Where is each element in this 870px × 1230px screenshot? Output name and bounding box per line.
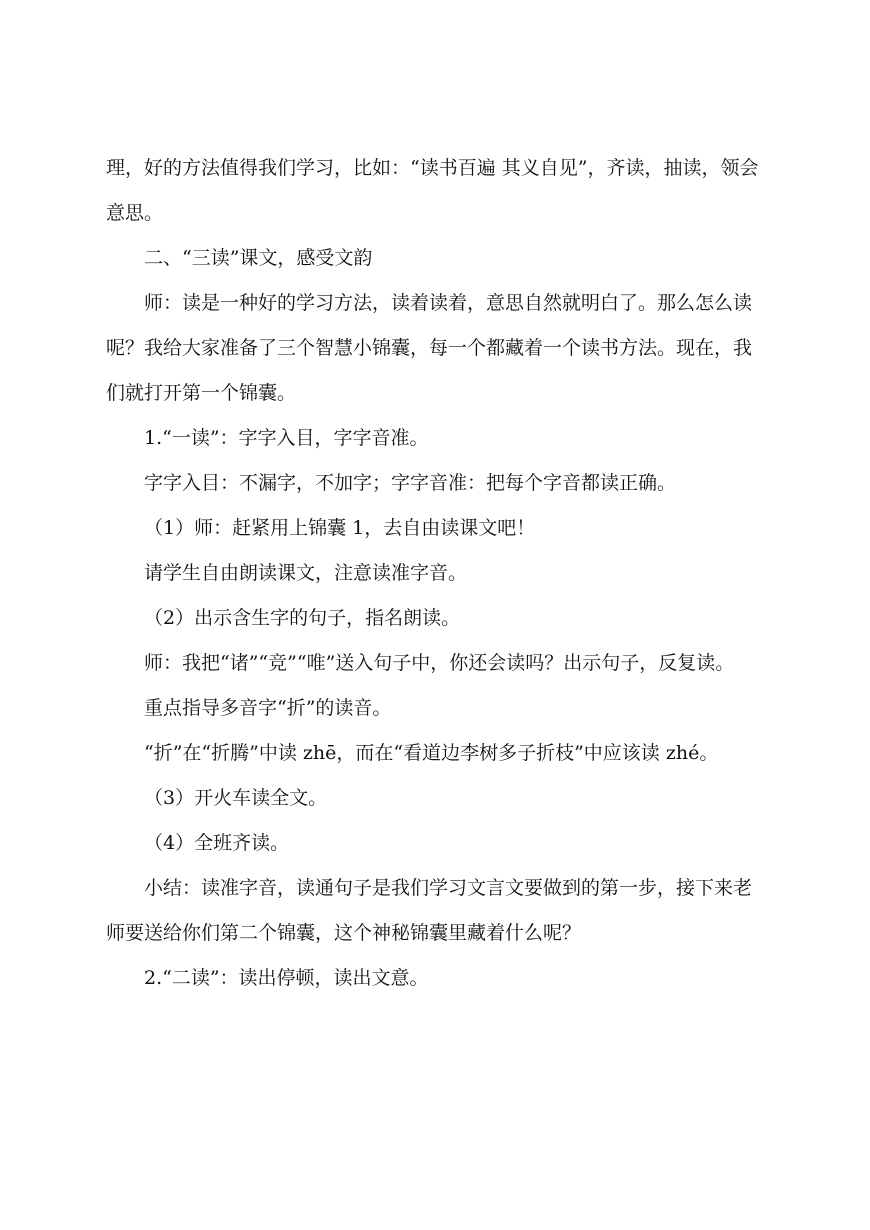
list-item: （2）出示含生字的句子，指名朗读。 [144,607,461,629]
paragraph: 请学生自由朗读课文，注意读准字音。 [144,562,468,584]
paragraph: 重点指导多音字“折”的读音。 [144,697,392,719]
paragraph: “折”在“折腾”中读 zhē，而在“看道边李树多子折枝”中应该读 zhé。 [144,742,719,764]
paragraph: 字字入目：不漏字，不加字；字字音准：把每个字音都读正确。 [144,472,677,494]
list-item: （1）师：赶紧用上锦囊 1，去自由读课文吧！ [144,517,536,539]
list-item: （3）开火车读全文。 [144,787,328,809]
subsection-heading: 1.“一读”：字字入目，字字音准。 [144,427,429,449]
paragraph: 师：读是一种好的学习方法，读着读着，意思自然就明白了。那么怎么读呢？我给大家准备了三个智慧小锦囊，每一个都藏着一个读书方法。现在，我们就打开第一个锦囊。 [106,292,753,404]
document-body [106,146,768,1001]
list-item: （4）全班齐读。 [144,832,290,854]
paragraph: 小结：读准字音，读通句子是我们学习文言文要做到的第一步，接下来老师要送给你们第二个锦囊，这个神秘锦囊里藏着什么呢？ [106,877,753,944]
paragraph: 师：我把“诸”“竞”“唯”送入句子中，你还会读吗？出示句子，反复读。 [144,652,735,674]
subsection-heading: 2.“二读”：读出停顿，读出文意。 [144,967,429,989]
paragraph: 理，好的方法值得我们学习，比如：“读书百遍 其义自见”，齐读，抽读，领会意思。 [106,157,759,224]
section-heading: 二、“三读”课文，感受文韵 [144,247,373,269]
